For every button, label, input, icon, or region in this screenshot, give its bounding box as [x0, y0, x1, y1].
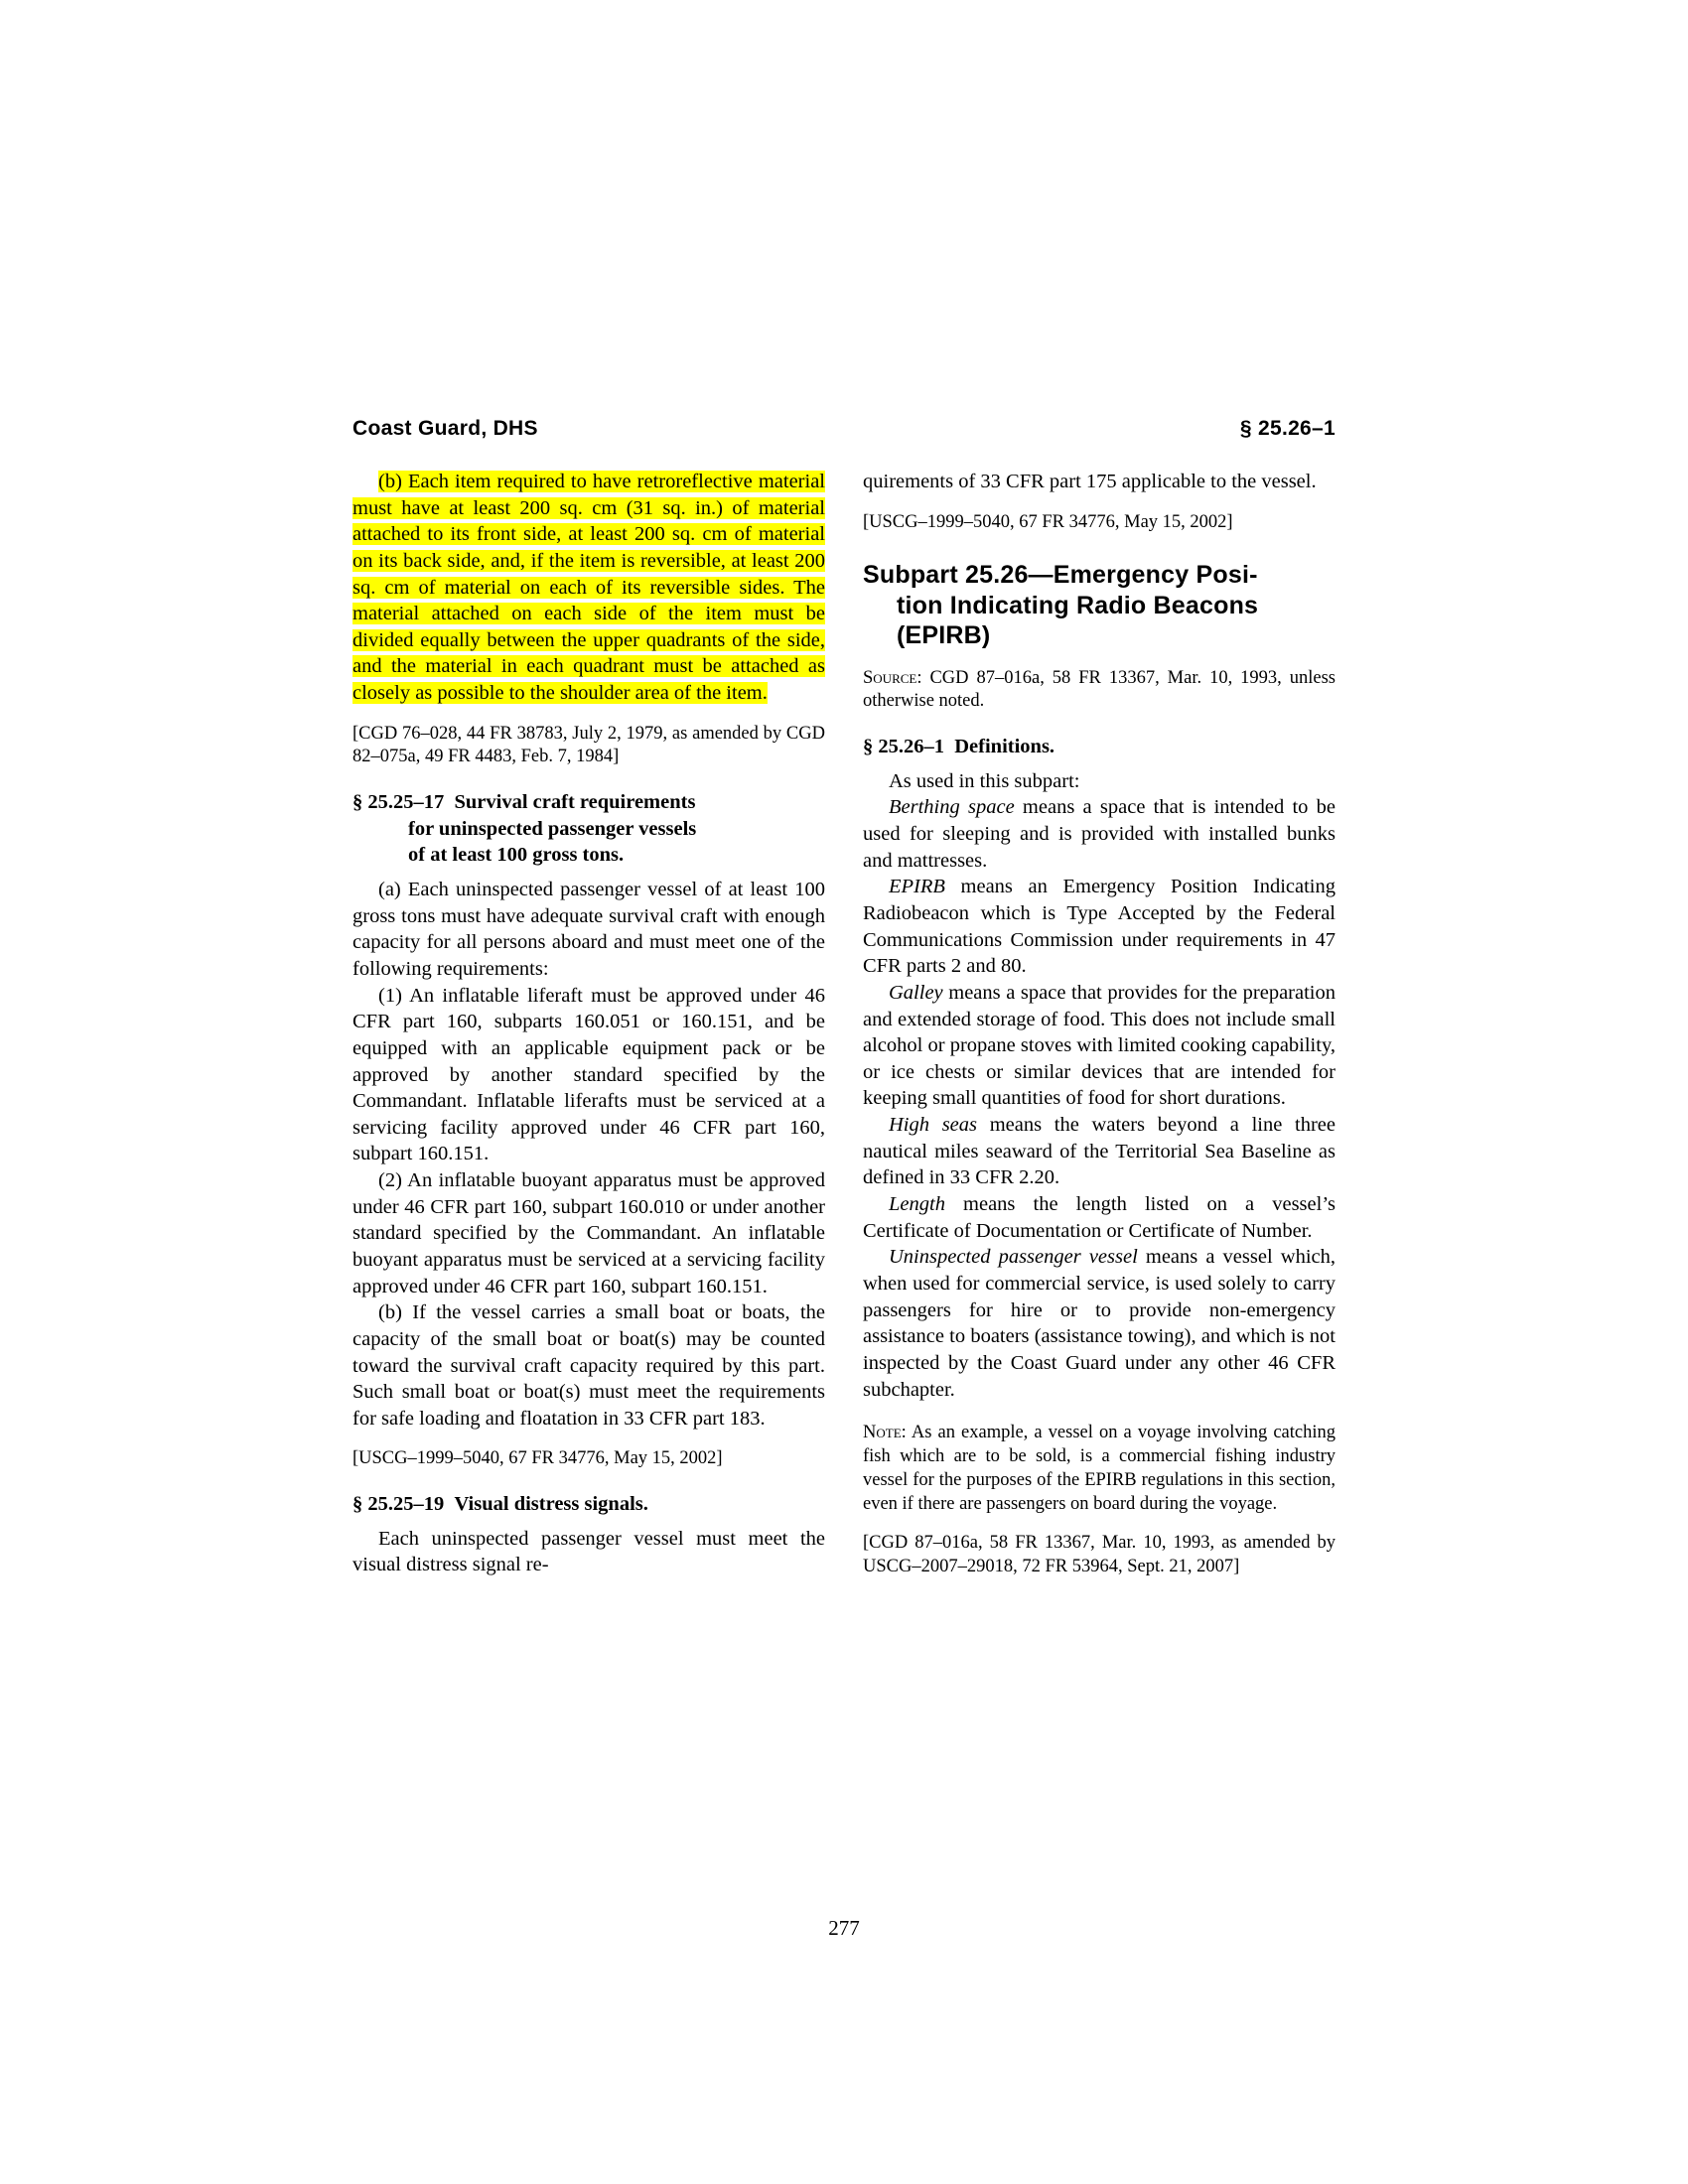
right-column [863, 469, 1336, 1595]
source-label: Source: [863, 667, 922, 688]
section-title-3: Definitions. [954, 736, 1055, 758]
paragraph-a-2: (2) An inflatable buoyant apparatus must be approved under 46 CFR part 160, subpart 160.010 or under another standard specified by the Commandant. An inflatable buoyant apparatus must be serviced at a servicing facility approved under 46 CFR part 160, subpart 160.151. [352, 1169, 825, 1297]
citation-uscg-1999-5040: [USCG–1999–5040, 67 FR 34776, May 15, 2002] [352, 1448, 723, 1469]
citation-cgd-76-028: [CGD 76–028, 44 FR 38783, July 2, 1979, as amended by CGD 82–075a, 49 FR 4483, Feb. 7, 1984] [352, 723, 825, 767]
subpart-line1: Subpart 25.26—Emergency Posi- [863, 561, 1258, 590]
definition-epirb [863, 874, 1336, 980]
paragraph-b: (b) If the vessel carries a small boat or boats, the capacity of the small boat or boat(s) may be counted toward the survival craft capacity required by this part. Such small boat or boat(s) must meet the requirements for safe loading and floatation in 33 CFR part 183. [352, 1301, 825, 1430]
definitions-intro: As used in this subpart: [889, 769, 1080, 792]
source-note [863, 667, 1336, 714]
definition-term: Berthing space [889, 796, 1015, 819]
definition-galley [863, 980, 1336, 1112]
definition-text: means a vessel which, when used for commercial service, is used solely to carry passengers for hire or to provide non-emergency assistance to boaters (assistance towing), and which is not inspected by the Coast Guard under any other 46 CFR subchapter. [863, 1246, 1336, 1401]
section-number: § 25.25–17 [352, 791, 445, 814]
paragraph-a-1: (1) An inflatable liferaft must be approved under 46 CFR part 160, subparts 160.051 or 160.151, and be equipped with an applicable equipment pack or be approved by another standard specified by the Commandant. Inflatable liferafts must be serviced at a servicing facility approved under 46 CFR part 160, subpart 160.151. [352, 984, 825, 1165]
paragraph-continuation: quirements of 33 CFR part 175 applicable to the vessel. [863, 471, 1317, 492]
section-title-part3: of at least 100 gross tons. [408, 844, 625, 867]
definition-term: Uninspected passenger vessel [889, 1246, 1138, 1269]
section-number-3: § 25.26–1 [863, 736, 944, 758]
section-title-part2: for uninspected passenger vessels [408, 817, 697, 840]
citation-uscg-1999-5040-right: [USCG–1999–5040, 67 FR 34776, May 15, 2002] [863, 511, 1233, 532]
section-title-part1: Survival craft requirements [454, 791, 696, 814]
definition-term: EPIRB [889, 876, 945, 898]
section-number-2: § 25.25–19 [352, 1493, 445, 1516]
paragraph-visual-distress: Each uninspected passenger vessel must meet the visual distress signal re- [352, 1527, 825, 1576]
highlight-span: (b) Each item required to have retroreflective material must have at least 200 sq. cm (31 sq. in.) of material attached to its front side, at least 200 sq. cm of material on its back side, and, if the item is reversible, at least 200 sq. cm of material on each of its reversible sides. The material attached on each side of the item must be divided equally between the upper quadrants of the side, and the material in each quadrant must be attached as closely as possible to the shoulder area of the item. [352, 471, 825, 705]
note-label: Note: [863, 1423, 907, 1443]
definition-term: High seas [889, 1114, 978, 1137]
section-heading-25-25-19 [352, 1491, 825, 1518]
section-title-2: Visual distress signals. [454, 1493, 648, 1516]
definition-text: means a space that provides for the preparation and extended storage of food. This does not include small alcohol or propane stoves with limited cooking capability, or ice chests or similar devices that are intended for keeping small quantities of food for short durations. [863, 981, 1336, 1110]
note-block [863, 1421, 1336, 1516]
definition-text: means a space that is intended to be used for sleeping and is provided with installed bunks and mattresses. [863, 796, 1336, 872]
section-heading-line [863, 734, 1336, 760]
subpart-line3: (EPIRB) [897, 621, 991, 650]
definition-berthing-space [863, 794, 1336, 874]
definition-term: Length [889, 1193, 945, 1216]
highlighted-paragraph [352, 469, 825, 707]
section-heading-line1 [352, 789, 825, 816]
page-content [352, 417, 1336, 1595]
definition-text: means an Emergency Position Indicating Radiobeacon which is Type Accepted by the Federal Communications Commission under requirements in 47 CFR parts 2 and 80. [863, 876, 1336, 978]
source-text: CGD 87–016a, 58 FR 13367, Mar. 10, 1993, unless otherwise noted. [863, 667, 1336, 712]
running-head-right: § 25.26–1 [1239, 417, 1336, 440]
definition-text: means the length listed on a vessel’s Certificate of Documentation or Certificate of Number. [863, 1193, 1336, 1242]
page-number: 277 [828, 1916, 860, 1940]
section-heading-25-26-1 [863, 734, 1336, 760]
definition-text: means the waters beyond a line three nautical miles seaward of the Territorial Sea Baseline as defined in 33 CFR 2.20. [863, 1114, 1336, 1189]
subpart-heading [863, 560, 1336, 651]
definition-high-seas [863, 1112, 1336, 1191]
note-text: As an example, a vessel on a voyage involving catching fish which are to be sold, is a commercial fishing industry vessel for the purposes of the EPIRB regulations in this section, even if there are passengers on board during the voyage. [863, 1423, 1336, 1515]
section-heading-line [352, 1491, 825, 1518]
definition-term: Galley [889, 981, 943, 1004]
subpart-line2: tion Indicating Radio Beacons [897, 591, 1259, 619]
running-head [352, 417, 1336, 441]
citation-cgd-87-016a: [CGD 87–016a, 58 FR 13367, Mar. 10, 1993, as amended by USCG–2007–29018, 72 FR 53964, Sept. 21, 2007] [863, 1533, 1336, 1577]
definition-uninspected-passenger-vessel [863, 1244, 1336, 1403]
two-column-layout [352, 469, 1336, 1595]
section-heading-25-25-17 [352, 789, 825, 869]
left-column [352, 469, 825, 1595]
running-head-left: Coast Guard, DHS [352, 417, 538, 440]
paragraph-a: (a) Each uninspected passenger vessel of at least 100 gross tons must have adequate survival craft with enough capacity for all persons aboard and must meet one of the following requirements: [352, 879, 825, 980]
definition-length [863, 1191, 1336, 1244]
